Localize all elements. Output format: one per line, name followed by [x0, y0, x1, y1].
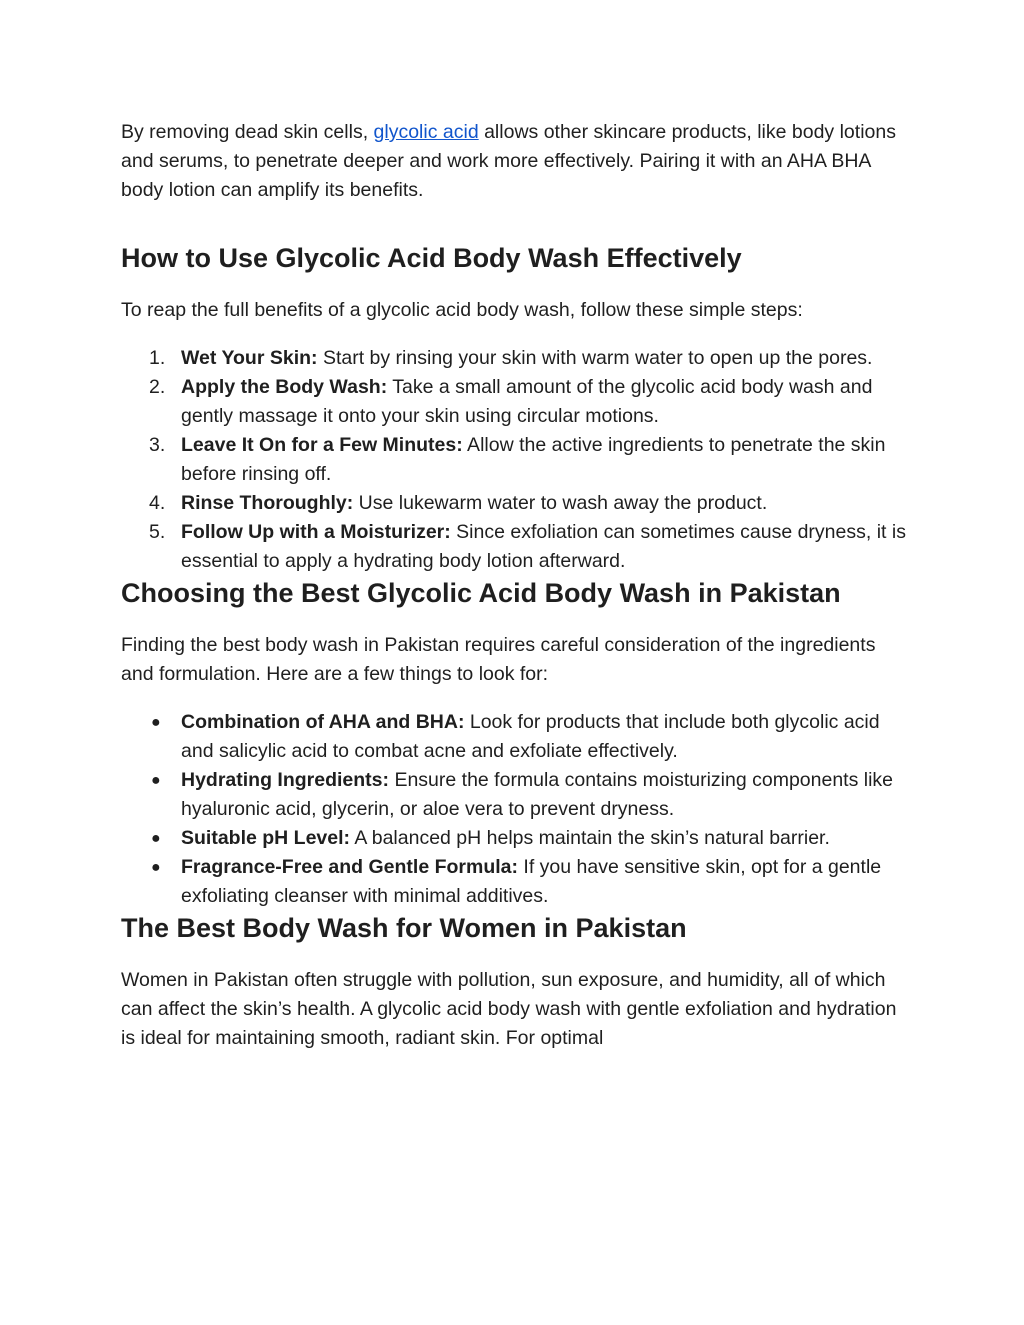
tip-title: Combination of AHA and BHA: [181, 711, 465, 733]
step-item [121, 344, 911, 373]
usage-heading: How to Use Glycolic Acid Body Wash Effectively [121, 243, 742, 273]
intro-text-start: By removing dead skin cells, [121, 121, 374, 143]
tip-item [121, 824, 911, 853]
step-text: Use lukewarm water to wash away the product. [353, 492, 768, 514]
tip-text: Look for products that include both glycolic acid and salicylic acid to combat acne and exfoliate effectively. [181, 711, 880, 762]
step-title: Wet Your Skin: [181, 347, 318, 369]
step-item [121, 518, 911, 576]
tip-item [121, 708, 911, 766]
step-text: Allow the active ingredients to penetrate the skin before rinsing off. [181, 434, 886, 485]
step-title: Apply the Body Wash: [181, 376, 388, 398]
tip-title: Hydrating Ingredients: [181, 769, 390, 791]
choosing-intro-paragraph: Finding the best body wash in Pakistan requires careful consideration of the ingredients and formulation. Here are a few things to look for: [121, 634, 876, 685]
tips-list [121, 708, 911, 911]
intro-text-end: allows other skincare products, like body lotions and serums, to penetrate deeper and work more effectively. Pairing it with an AHA BHA body lotion can amplify its benefits. [121, 121, 896, 201]
tip-text: Ensure the formula contains moisturizing components like hyaluronic acid, glycerin, or aloe vera to prevent dryness. [181, 769, 894, 820]
step-item [121, 431, 911, 489]
step-title: Rinse Thoroughly: [181, 492, 354, 514]
bullet-icon: ● [151, 714, 161, 731]
step-text: Since exfoliation can sometimes cause dryness, it is essential to apply a hydrating body lotion afterward. [181, 521, 906, 572]
choosing-heading: Choosing the Best Glycolic Acid Body Wash in Pakistan [121, 578, 841, 608]
steps-list [121, 344, 911, 576]
glycolic-acid-link[interactable]: glycolic acid [373, 121, 479, 143]
bullet-icon: ● [151, 859, 161, 876]
step-title: Follow Up with a Moisturizer: [181, 521, 451, 543]
step-number: 2. [149, 376, 166, 398]
bullet-icon: ● [151, 772, 161, 789]
step-text: Take a small amount of the glycolic acid body wash and gently massage it onto your skin using circular motions. [181, 376, 873, 427]
step-number: 5. [149, 521, 166, 543]
tip-text: If you have sensitive skin, opt for a gentle exfoliating cleanser with minimal additives. [181, 856, 882, 907]
bullet-icon: ● [151, 830, 161, 847]
step-text: Start by rinsing your skin with warm water to open up the pores. [317, 347, 873, 369]
usage-intro-paragraph: To reap the full benefits of a glycolic acid body wash, follow these simple steps: [121, 299, 803, 321]
tip-item [121, 853, 911, 911]
tip-item [121, 766, 911, 824]
women-paragraph: Women in Pakistan often struggle with pollution, sun exposure, and humidity, all of which can affect the skin’s health. A glycolic acid body wash with gentle exfoliation and hydration is ideal for maintaining smooth, radiant skin. For optimal [121, 969, 897, 1049]
step-number: 1. [149, 347, 166, 369]
tip-title: Fragrance-Free and Gentle Formula: [181, 856, 518, 878]
step-number: 4. [149, 492, 166, 514]
step-number: 3. [149, 434, 166, 456]
women-heading: The Best Body Wash for Women in Pakistan [121, 913, 687, 943]
tip-title: Suitable pH Level: [181, 827, 351, 849]
document-page [121, 118, 911, 1053]
tip-text: A balanced pH helps maintain the skin’s natural barrier. [350, 827, 830, 849]
step-item [121, 373, 911, 431]
step-item [121, 489, 911, 518]
step-title: Leave It On for a Few Minutes: [181, 434, 463, 456]
intro-paragraph [121, 118, 911, 205]
